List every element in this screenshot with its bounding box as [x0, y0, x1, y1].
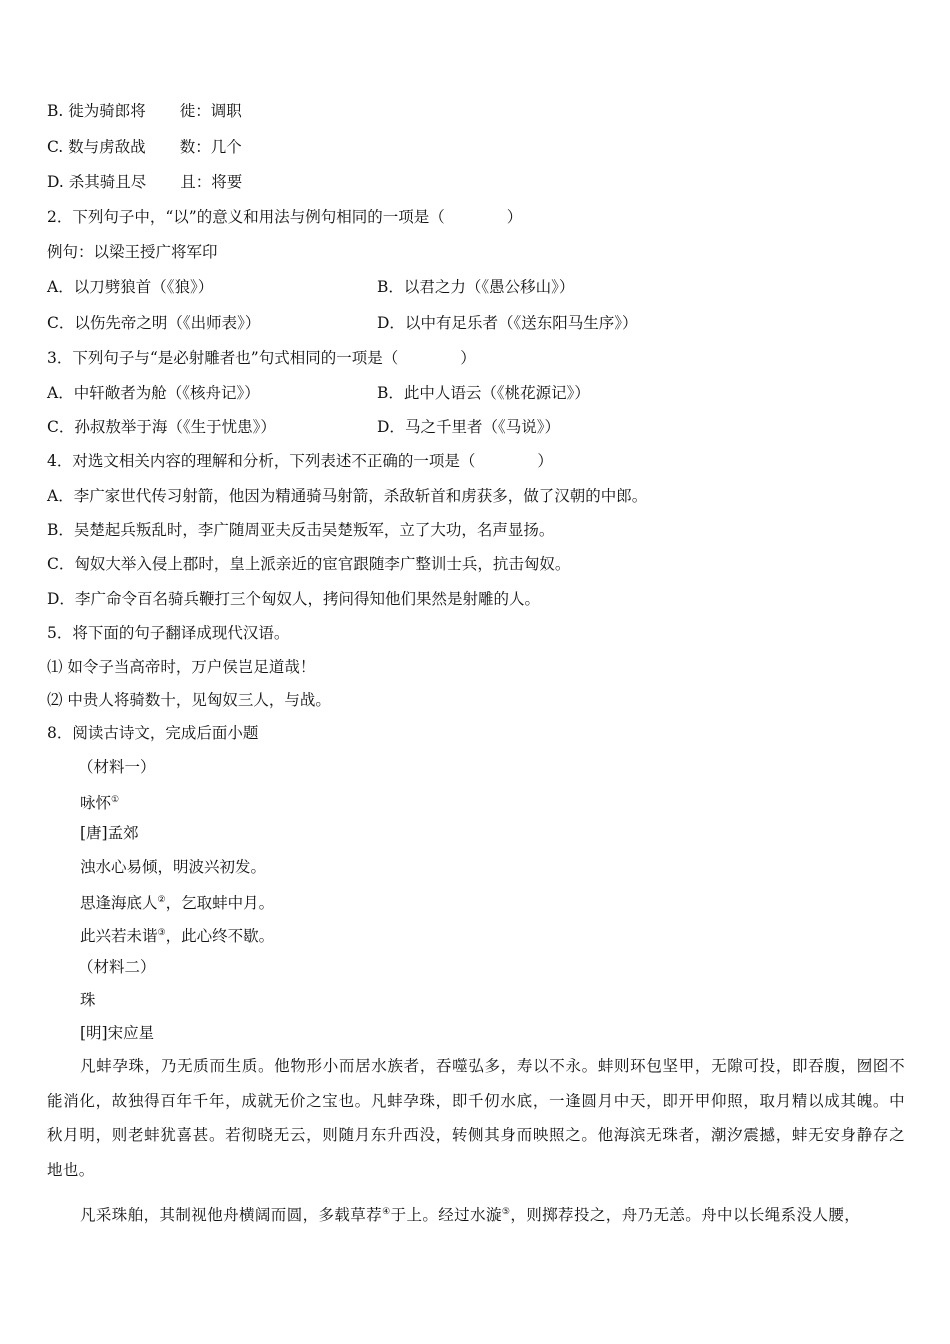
option-label: B．	[377, 384, 404, 402]
q2-option-b	[377, 276, 574, 298]
q1-option-c	[47, 136, 242, 158]
option-label: D．	[377, 418, 405, 436]
footnote-mark: ①	[111, 795, 120, 805]
option-text: 马之千里者（《马说》）	[404, 418, 560, 436]
poem-line-text: ，乞取蚌中月。	[165, 894, 275, 912]
paragraph-text: 凡采珠舶，其制视他舟横阔而圆，多载草荐	[80, 1206, 383, 1224]
option-label: D.	[47, 173, 64, 191]
option-label: C.	[47, 138, 64, 156]
poem-line-text: ，此心终不歇。	[165, 927, 275, 945]
poem-line-text: 此兴若未谐	[80, 927, 158, 945]
option-label: C．	[47, 555, 75, 573]
option-text: 中轩敞者为舱（《核舟记》）	[73, 384, 260, 402]
poem-author: [唐]孟郊	[80, 824, 139, 842]
prose-paragraph-2	[80, 1201, 860, 1226]
q5-item-2: ⑵ 中贵人将骑数十，见匈奴三人，与战。	[47, 691, 331, 709]
option-sentence: 数与虏敌战	[68, 138, 146, 156]
option-text: 以刀劈狼首（《狼》）	[73, 278, 214, 296]
q2-option-c	[47, 312, 260, 334]
q3-option-d	[377, 416, 560, 438]
q3-option-c	[47, 416, 276, 438]
option-label: A．	[47, 384, 74, 402]
option-label: A．	[47, 487, 74, 505]
q4-option-a	[47, 485, 647, 507]
footnote-mark: ③	[157, 928, 166, 938]
option-text: 吴楚起兵叛乱时，李广随周亚夫反击吴楚叛军，立了大功，名声显扬。	[73, 521, 555, 539]
q4-stem: 4．对选文相关内容的理解和分析，下列表述不正确的一项是（ ）	[47, 452, 553, 470]
option-label: D．	[377, 314, 405, 332]
option-label: B.	[47, 102, 64, 120]
option-text: 李广命令百名骑兵鞭打三个匈奴人，拷问得知他们果然是射雕的人。	[74, 590, 540, 608]
option-label: C．	[47, 418, 75, 436]
material2-label: （材料二）	[78, 958, 156, 976]
q2-option-d	[377, 312, 637, 334]
poem-line-1: 浊水心易倾，明波兴初发。	[80, 858, 267, 876]
q2-stem: 2．下列句子中，“以”的意义和用法与例句相同的一项是（ ）	[47, 208, 523, 226]
option-sentence: 徙为骑郎将	[68, 102, 146, 120]
prose-author: [明]宋应星	[80, 1024, 155, 1042]
option-text: 孙叔敖举于海（《生于忧患》）	[74, 418, 276, 436]
q2-option-a	[47, 276, 213, 298]
material1-label: （材料一）	[78, 758, 156, 776]
q3-option-a	[47, 382, 260, 404]
option-label: B．	[377, 278, 404, 296]
option-gloss: 数：几个	[179, 138, 242, 156]
q4-option-b	[47, 519, 554, 541]
poem-line-text: 思逢海底人	[80, 894, 158, 912]
option-text: 匈奴大举入侵上郡时，皇上派亲近的宦官跟随李广整训士兵，抗击匈奴。	[74, 555, 571, 573]
paragraph-text: 于上。经过水漩	[390, 1206, 502, 1224]
option-sentence: 杀其骑且尽	[68, 173, 147, 191]
q2-example: 例句：以梁王授广将军印	[47, 243, 218, 261]
prose-title: 珠	[80, 991, 96, 1009]
option-text: 以中有足乐者（《送东阳马生序》）	[404, 314, 638, 332]
poem-line-2	[80, 889, 274, 914]
q3-stem: 3．下列句子与“是必射雕者也”句式相同的一项是（ ）	[47, 349, 476, 367]
footnote-mark: ②	[157, 895, 166, 905]
q3-option-b	[377, 382, 590, 404]
option-gloss: 徙：调职	[179, 102, 242, 120]
paragraph-text: ，则掷荐投之，舟乃无恙。舟中以长绳系没人腰，	[510, 1206, 861, 1224]
q5-item-1: ⑴ 如令子当高帝时，万户侯岂足道哉！	[47, 658, 316, 676]
q5-stem: 5．将下面的句子翻译成现代汉语。	[47, 624, 290, 642]
q4-option-c	[47, 553, 570, 575]
option-text: 李广家世代传习射箭，他因为精通骑马射箭，杀敌斩首和虏获多，做了汉朝的中郎。	[73, 487, 648, 505]
option-gloss: 且：将要	[180, 173, 243, 191]
q1-option-d	[47, 171, 242, 193]
option-label: A．	[47, 278, 74, 296]
poem-title-text: 咏怀	[80, 794, 112, 812]
prose-paragraph-1: 凡蚌孕珠，乃无质而生质。他物形小而居水族者，吞噬弘多，寿以不永。蚌则环包坚甲，无隙可投，即吞腹，囫囵不能消化，故独得百年千年，成就无价之宝也。凡蚌孕珠，即千仞水底，一逢圆月中天，即开甲仰照，取月精以成其魄。中秋月明，则老蚌犹喜甚。若彻晓无云，则随月东升西没，转侧其身而映照之。他海滨无珠者，潮汐震撼，蚌无安身静存之地也。	[47, 1057, 905, 1179]
option-text: 此中人语云（《桃花源记》）	[403, 384, 590, 402]
q8-stem: 8．阅读古诗文，完成后面小题	[47, 724, 259, 742]
footnote-mark: ⑤	[501, 1207, 511, 1217]
q4-option-d	[47, 588, 540, 610]
poem-line-3	[80, 922, 274, 947]
footnote-mark: ④	[382, 1207, 391, 1217]
q1-option-b	[47, 100, 242, 122]
option-text: 以伤先帝之明（《出师表》）	[74, 314, 261, 332]
option-label: D．	[47, 590, 75, 608]
option-label: C．	[47, 314, 75, 332]
poem-title	[80, 789, 119, 814]
option-text: 以君之力（《愚公移山》）	[403, 278, 575, 296]
option-label: B．	[47, 521, 74, 539]
